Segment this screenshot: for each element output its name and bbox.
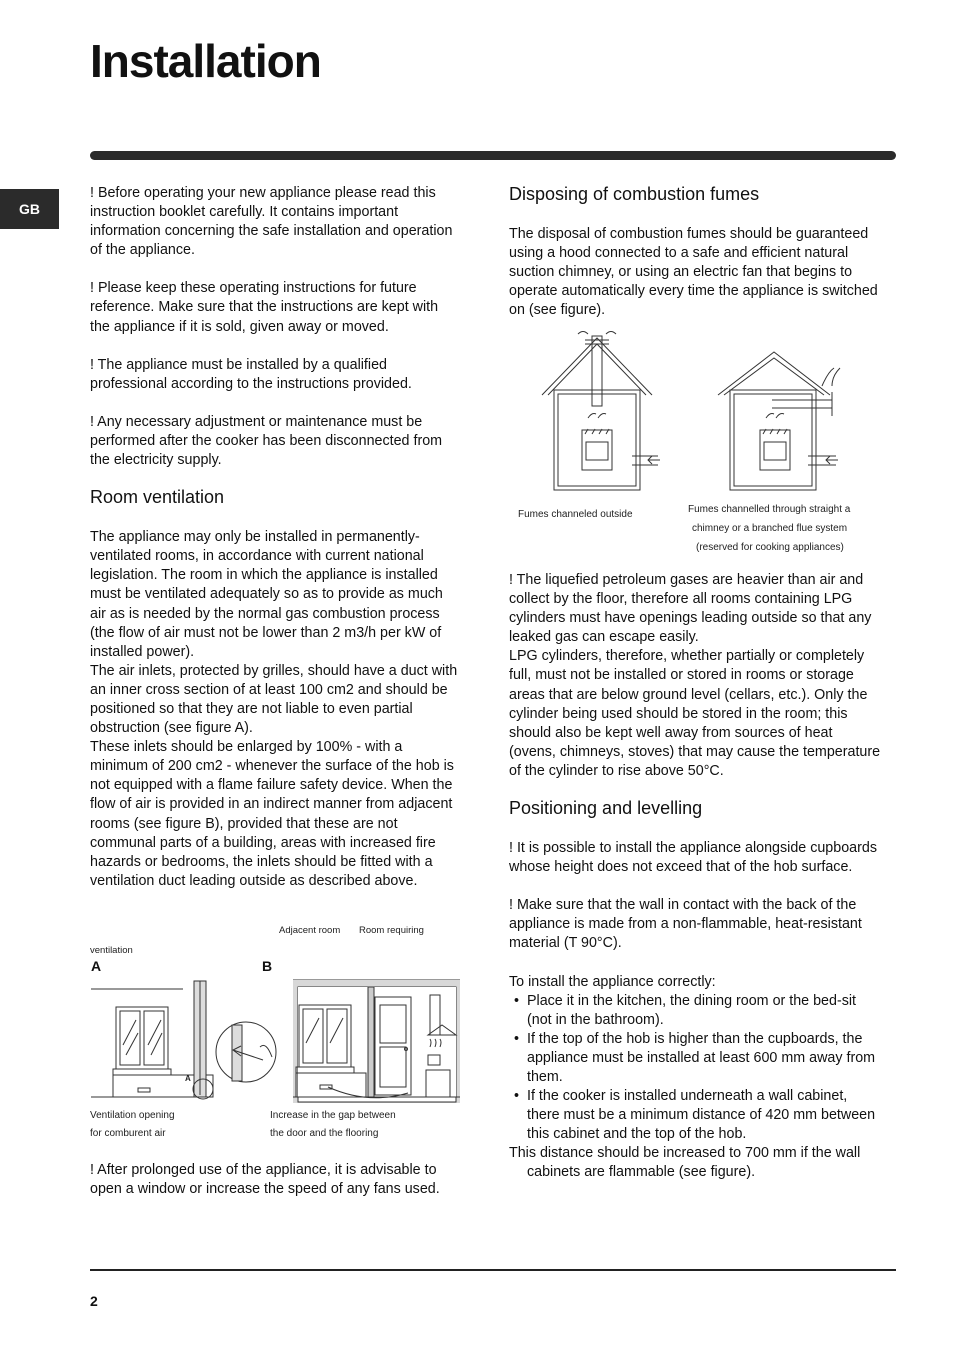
positioning-list (509, 992, 881, 1145)
positioning-paragraph: ! Make sure that the wall in contact with the back of the appliance is made from a non-flammable, heat-resistant material (T 90°C). (509, 897, 862, 952)
language-tab: GB (0, 189, 59, 229)
page-number: 2 (90, 1293, 98, 1309)
intro-paragraph: ! Any necessary adjustment or maintenance must be performed after the cooker has been disconnected from the electricity supply. (90, 413, 443, 469)
fumes-caption-left: Fumes channeled outside (518, 509, 633, 520)
ventilation-paragraph: These inlets should be enlarged by 100% - with a minimum of 200 cm2 - whenever the surface of the hob is not equipped with a flame failure safety device. When the flow of air is provided in an indirect manner from adjacent rooms (see figure B), provided that these are not communal parts of a building, areas with increased fire hazards or bedrooms, the inlets should be fitted with a ventilation duct leading outside as described above. (90, 739, 454, 889)
lpg-section (509, 571, 881, 1202)
room-ventilation-heading: Room ventilation (90, 487, 225, 508)
label-room-requiring: Room requiring (359, 925, 424, 936)
label-ventilation: ventilation (90, 945, 133, 956)
fumes-caption-right-line2: chimney or a branched flue system (692, 523, 848, 534)
fumes-heading: Disposing of combustion fumes (509, 184, 760, 204)
fumes-figure (540, 330, 910, 490)
figure-small-a: A (185, 1074, 191, 1083)
intro-paragraph: ! The appliance must be installed by a qualified professional according to the instructions provided. (90, 356, 412, 392)
ventilation-figure (88, 975, 468, 1105)
right-column (509, 183, 881, 320)
fumes-paragraph: The disposal of combustion fumes should be guaranteed using a hood connected to a safe and efficient natural suction chimney, or using an electric fan that begins to operate automatically every time the appliance is switched on (see figure). (509, 226, 878, 319)
footer-rule (90, 1269, 896, 1271)
positioning-paragraph: To install the appliance correctly: (509, 973, 716, 990)
lpg-paragraph: ! The liquefied petroleum gases are heavier than air and collect by the floor, therefore all rooms containing LPG cylinders must have openings leading outside so that any leaked gas can escape easily. (509, 572, 872, 646)
figure-letter-a: A (91, 958, 102, 974)
caption-a-line2: for comburent air (90, 1128, 166, 1139)
fumes-caption-right-line3: (reserved for cooking appliances) (696, 542, 844, 553)
fumes-caption-right-line1: Fumes channelled through straight a (688, 504, 851, 515)
positioning-heading: Positioning and levelling (509, 798, 703, 819)
header-rule (90, 151, 896, 160)
caption-b-line2: the door and the flooring (270, 1128, 379, 1139)
lpg-paragraph: LPG cylinders, therefore, whether partially or completely full, must not be installed or stored in rooms or storage areas that are below ground level (cellars, etc.). Only the cylinder being used should be stored in the room; this should also be kept well away from sources of heat (ovens, chimneys, stoves) that may cause the temperature of the cylinder to rise above 50°C. (509, 648, 881, 779)
left-column (90, 184, 461, 891)
caption-a-line1: Ventilation opening (90, 1110, 175, 1121)
figure-letter-b: B (262, 958, 273, 974)
caption-b-line1: Increase in the gap between (270, 1110, 396, 1121)
list-item: • Place it in the kitchen, the dining room or the bed-sit (not in the bathroom). (509, 992, 881, 1030)
closing-paragraph: ! After prolonged use of the appliance, it is advisable to open a window or increase the speed of any fans used. (90, 1162, 440, 1198)
ventilation-paragraph: The appliance may only be installed in permanently-ventilated rooms, in accordance with current national legislation. The room in which the appliance is installed must be ventilated adequately so as to provide as much air as is needed by the normal gas combustion process (the flow of air must not be lower than 2 m3/h per kW of installed power). (90, 529, 443, 660)
list-item: • If the top of the hob is higher than the cupboards, the appliance must be installed at least 600 mm away from them. (509, 1030, 881, 1087)
intro-paragraph: ! Please keep these operating instructions for future reference. Make sure that the instructions are kept with the appliance if it is sold, given away or moved. (90, 280, 439, 335)
positioning-final: This distance should be increased to 700 mm if the wall cabinets are flammable (see figure). (509, 1145, 861, 1181)
page-title: Installation (90, 35, 321, 87)
closing-note (90, 1161, 461, 1199)
label-adjacent-room: Adjacent room (279, 925, 341, 936)
list-item: • If the cooker is installed underneath a wall cabinet, there must be a minimum distance of 420 mm between this cabinet and the top of the hob. (509, 1087, 881, 1144)
intro-paragraph: ! Before operating your new appliance please read this instruction booklet carefully. It contains important information concerning the safe installation and operation of the appliance. (90, 185, 453, 259)
ventilation-paragraph: The air inlets, protected by grilles, should have a duct with an inner cross section of at least 100 cm2 and should be positioned so that they are not liable to even partial obstruction (see figure A). (90, 662, 458, 737)
positioning-paragraph: ! It is possible to install the appliance alongside cupboards whose height does not exceed that of the hob surface. (509, 840, 877, 876)
